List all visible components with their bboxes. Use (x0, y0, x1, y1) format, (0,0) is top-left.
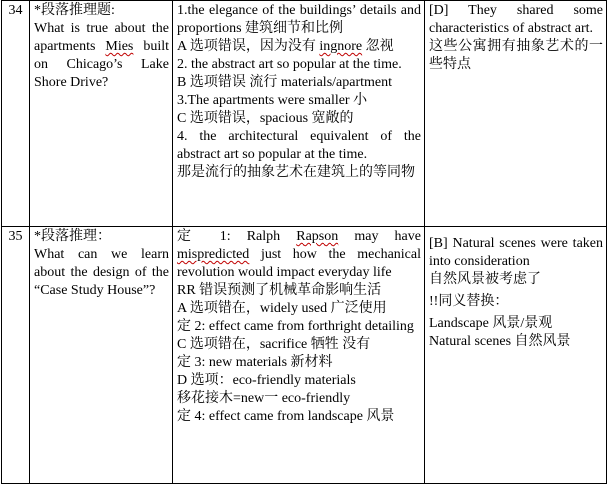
question-type: *段落推理题: (34, 3, 115, 18)
analysis-line: 4. the architectural equivalent of the abstract art so popular at the time. (177, 129, 421, 162)
analysis-table (1, 0, 607, 484)
question-type: *段落推理： (34, 229, 111, 244)
analysis-line: 定 4: effect came from landscape 风景 (177, 409, 395, 424)
analysis-line: 定 1: Ralph Rapson may have mispredicted just how the mechanical revolution would impact everyday life (177, 229, 421, 280)
analysis-line: B 选项错误 流行 materials/apartment (177, 75, 393, 90)
analysis-line: 1.the elegance of the buildings’ details and proportions 建筑细节和比例 (177, 3, 421, 36)
analysis-line: C 选项错在，sacrifice 牺牲 没有 (177, 337, 371, 352)
answer-line: Natural scenes 自然风景 (429, 334, 571, 349)
analysis-line: 2. the abstract art so popular at the time. (177, 57, 402, 72)
answer-line: !!同义替换： (429, 294, 509, 309)
question-number: 34 (2, 1, 30, 227)
analysis-line: 定 2: effect came from forthright detailing (177, 319, 414, 334)
table-row (2, 227, 607, 484)
question-cell (30, 227, 173, 484)
question-cell (30, 1, 173, 227)
analysis-line: D 选项：eco-friendly materials (177, 373, 356, 388)
question-number: 35 (2, 227, 30, 484)
analysis-line: RR 错误预测了机械革命影响生活 (177, 283, 382, 298)
spell-flag: Mies (105, 39, 134, 54)
analysis-line: 3.The apartments were smaller 小 (177, 93, 368, 108)
analysis-line: 定 3: new materials 新材料 (177, 355, 333, 370)
analysis-line: 移花接木=new一 eco-friendly (177, 391, 351, 406)
answer-cell (425, 227, 607, 484)
spell-flag: ingnore (319, 39, 363, 54)
analysis-line: A 选项错在，widely used 广泛使用 (177, 301, 387, 316)
question-text: What can we learn about the design of the “Case Study House”? (34, 247, 169, 298)
analysis-line: C 选项错误，spacious 宽敞的 (177, 111, 354, 126)
answer-line: [D] They shared some characteristics of abstract art. (429, 3, 603, 36)
analysis-line: A 选项错误，因为没有 ingnore 忽视 (177, 39, 394, 54)
question-text: What is true about the apartments Mies built on Chicago’s Lake Shore Drive? (34, 21, 169, 90)
spell-flag: Rapson (296, 229, 339, 244)
answer-line: 这些公寓拥有抽象艺术的一些特点 (429, 39, 603, 72)
answer-line: 自然风景被考虑了 (429, 272, 541, 287)
table-row (2, 1, 607, 227)
analysis-cell (173, 227, 425, 484)
spell-flag: mispredicted (177, 247, 250, 262)
answer-line: [B] Natural scenes were taken into consideration (429, 236, 603, 269)
answer-line: Landscape 风景/景观 (429, 316, 553, 331)
answer-cell (425, 1, 607, 227)
analysis-line: 那是流行的抽象艺术在建筑上的等同物 (177, 165, 415, 180)
analysis-cell (173, 1, 425, 227)
